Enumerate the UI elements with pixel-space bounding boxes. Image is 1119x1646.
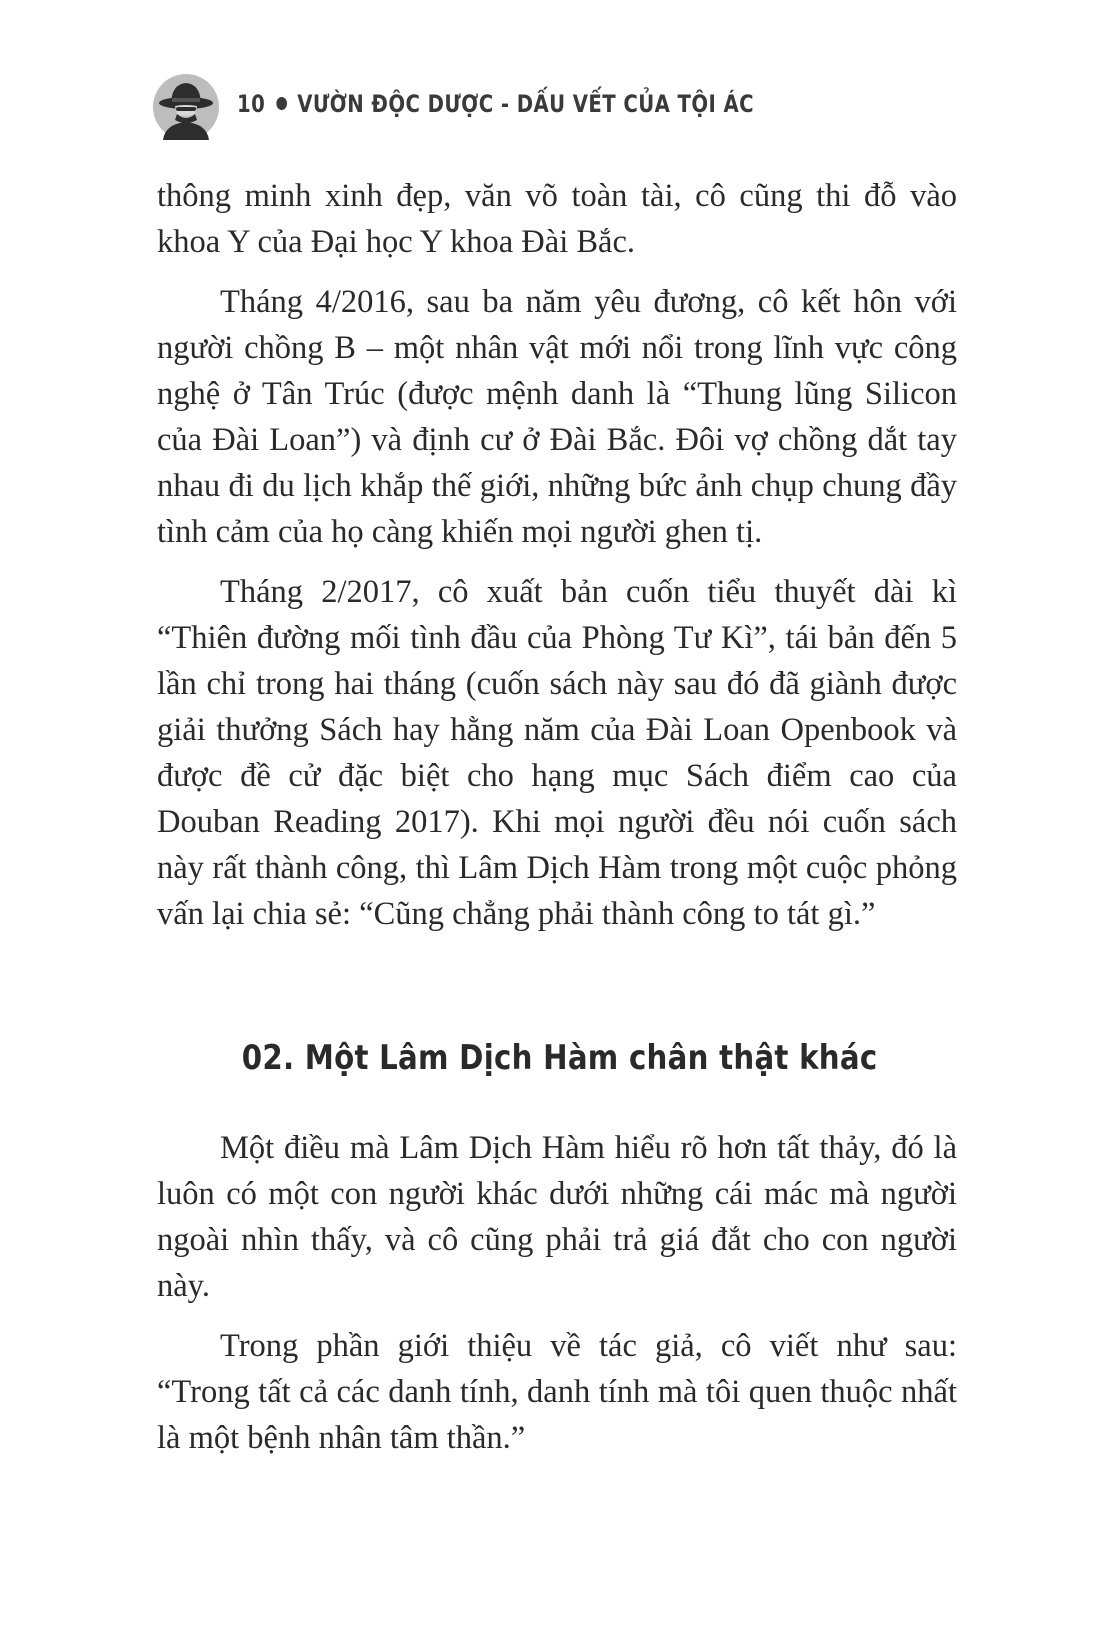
- paragraph: Tháng 2/2017, cô xuất bản cuốn tiểu thuyết dài kì “Thiên đường mối tình đầu của Phòng Tư Kì”, tái bản đến 5 lần chỉ trong hai tháng (cuốn sách này sau đó đã giành được giải thưởng Sách hay hằng năm của Đài Loan Openbook và được đề cử đặc biệt cho hạng mục Sách điểm cao của Douban Reading 2017). Khi mọi người đều nói cuốn sách này rất thành công, thì Lâm Dịch Hàm trong một cuộc phỏng vấn lại chia sẻ: “Cũng chẳng phải thành công to tát gì.”: [157, 574, 957, 932]
- header-line: [237, 90, 754, 118]
- paragraph: Một điều mà Lâm Dịch Hàm hiểu rõ hơn tất thảy, đó là luôn có một con người khác dưới những cái mác mà người ngoài nhìn thấy, và cô cũng phải trả giá đắt cho con người này.: [157, 1130, 957, 1304]
- running-header: [153, 74, 973, 140]
- section-heading: 02. Một Lâm Dịch Hàm chân thật khác: [241, 1038, 878, 1078]
- paragraph: Tháng 4/2016, sau ba năm yêu đương, cô kết hôn với người chồng B – một nhân vật mới nổi trong lĩnh vực công nghệ ở Tân Trúc (được mệnh danh là “Thung lũng Silicon của Đài Loan”) và định cư ở Đài Bắc. Đôi vợ chồng dắt tay nhau đi du lịch khắp thế giới, những bức ảnh chụp chung đầy tình cảm của họ càng khiến mọi người ghen tị.: [157, 284, 957, 550]
- paragraph: thông minh xinh đẹp, văn võ toàn tài, cô cũng thi đỗ vào khoa Y của Đại học Y khoa Đài Bắc.: [157, 178, 957, 260]
- paragraph: Trong phần giới thiệu về tác giả, cô viết như sau: “Trong tất cả các danh tính, danh tính mà tôi quen thuộc nhất là một bệnh nhân tâm thần.”: [157, 1328, 957, 1456]
- text-block-top: [157, 173, 957, 937]
- page-number: 10: [237, 90, 266, 118]
- book-title: VƯỜN ĐỘC DƯỢC - DẤU VẾT CỦA TỘI ÁC: [297, 90, 754, 118]
- bullet-dot-icon: [277, 97, 288, 110]
- text-block-bottom: [157, 1125, 957, 1461]
- detective-avatar-icon: [153, 74, 219, 140]
